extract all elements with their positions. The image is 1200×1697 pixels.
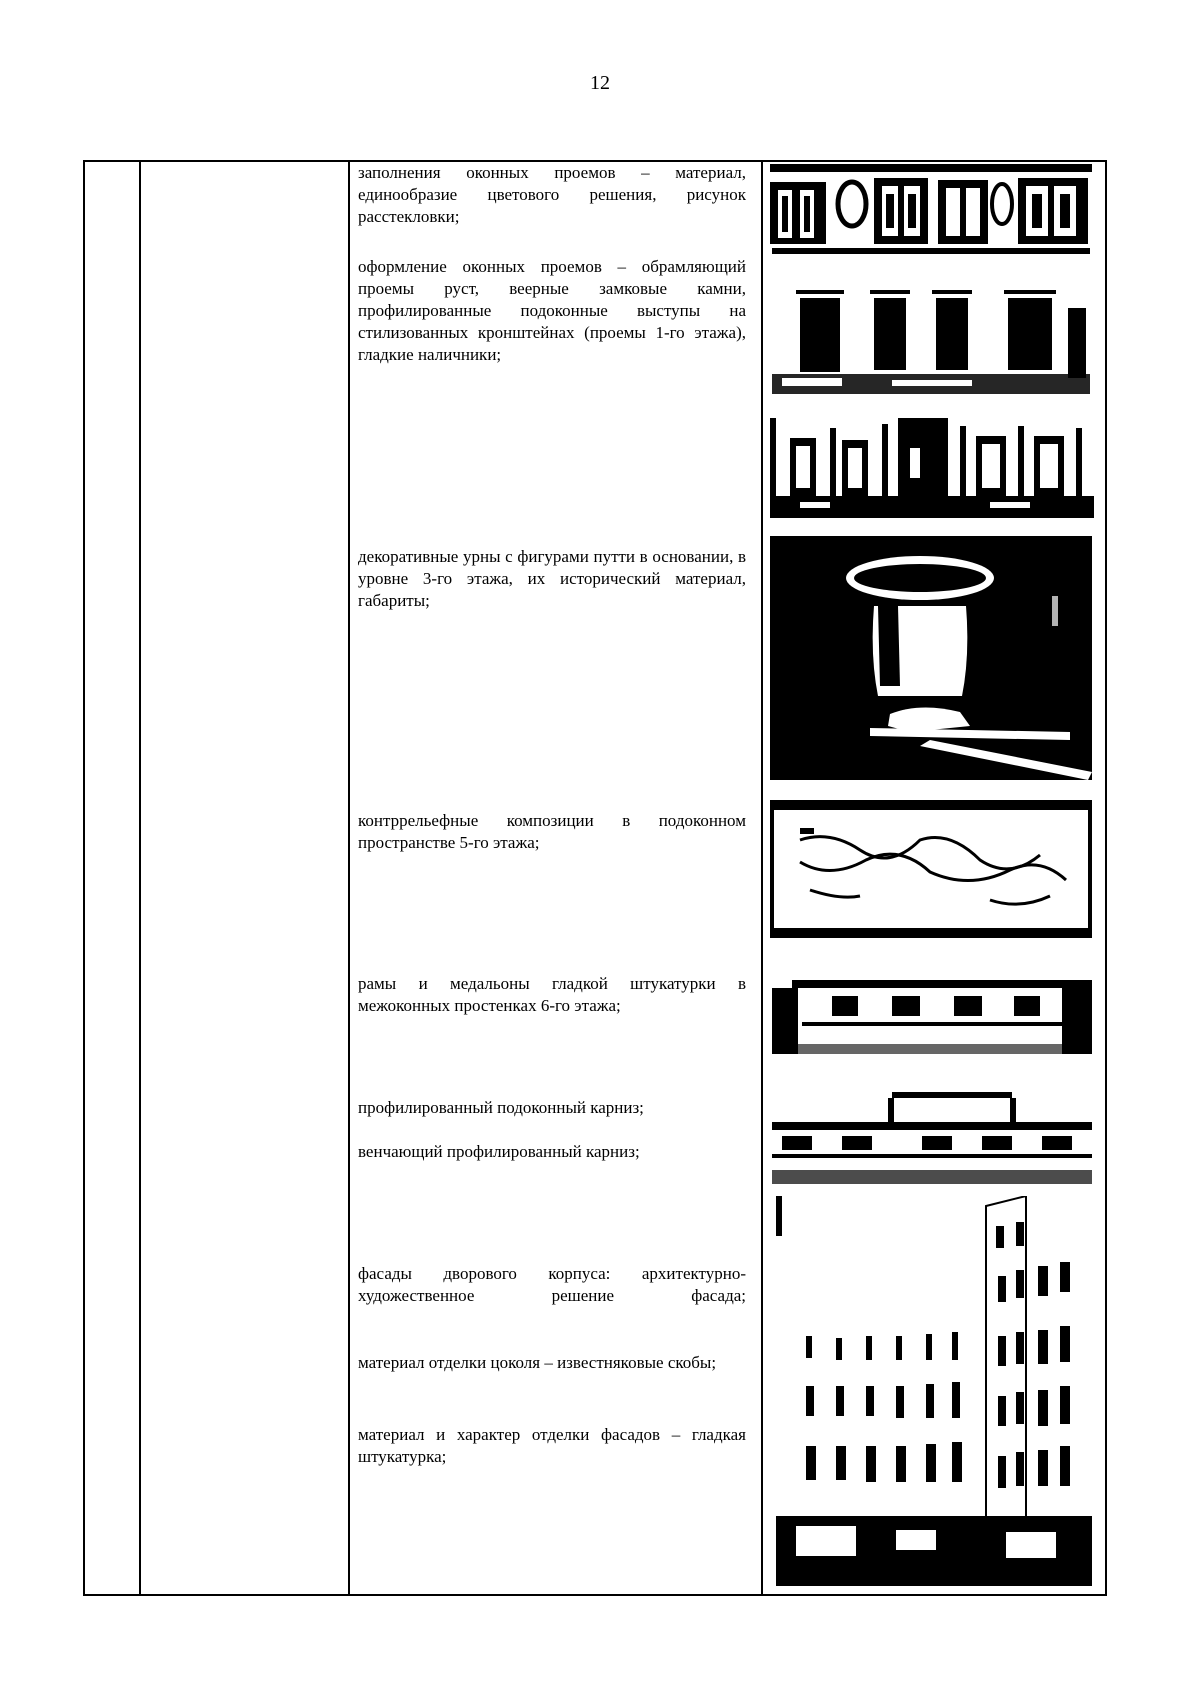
paragraph-urns: декоративные урны с фигурами путти в основании, в уровне 3-го этажа, их исторический материал, габариты; [358,547,746,610]
column-divider-2 [348,162,350,1594]
paragraph-sill-cornice: профилированный подоконный карниз; [358,1098,644,1117]
page-number: 12 [590,72,610,94]
photo-ground-floor-windows [770,418,1094,518]
paragraph-plinth-finish: материал отделки цоколя – известняковые скобы; [358,1353,717,1372]
photo-window-fillings [770,164,1092,248]
column-divider-3 [761,162,763,1594]
paragraph-crowning-cornice: венчающий профилированный карниз; [358,1142,640,1161]
paragraph-courtyard-facades: фасады дворового корпуса: архитектурно-художественное решение фасада; [358,1264,746,1305]
column-divider-1 [139,162,141,1594]
photo-counter-relief [770,800,1092,938]
photo-cornices [772,1092,1092,1184]
photo-frames-medallions [772,974,1092,1054]
photo-decorative-urn [770,536,1092,780]
paragraph-counter-relief: контррельефные композиции в подоконном пространстве 5-го этажа; [358,811,746,852]
paragraph-window-decoration: оформление оконных проемов – обрамляющий проемы руст, веерные замковые камни, профилированные подоконные выступы на стилизованных кронштейнах (проемы 1-го этажа), гладкие наличники; [358,257,746,364]
paragraph-window-fillings: заполнения оконных проемов – материал, единообразие цветового решения, рисунок расстекловки; [358,163,746,226]
photo-courtyard-facades [776,1196,1092,1586]
photo-window-decoration [772,248,1090,394]
paragraph-facade-finish: материал и характер отделки фасадов – гладкая штукатурка; [358,1425,746,1466]
paragraph-frames-medallions: рамы и медальоны гладкой штукатурки в межоконных простенках 6-го этажа; [358,974,746,1015]
